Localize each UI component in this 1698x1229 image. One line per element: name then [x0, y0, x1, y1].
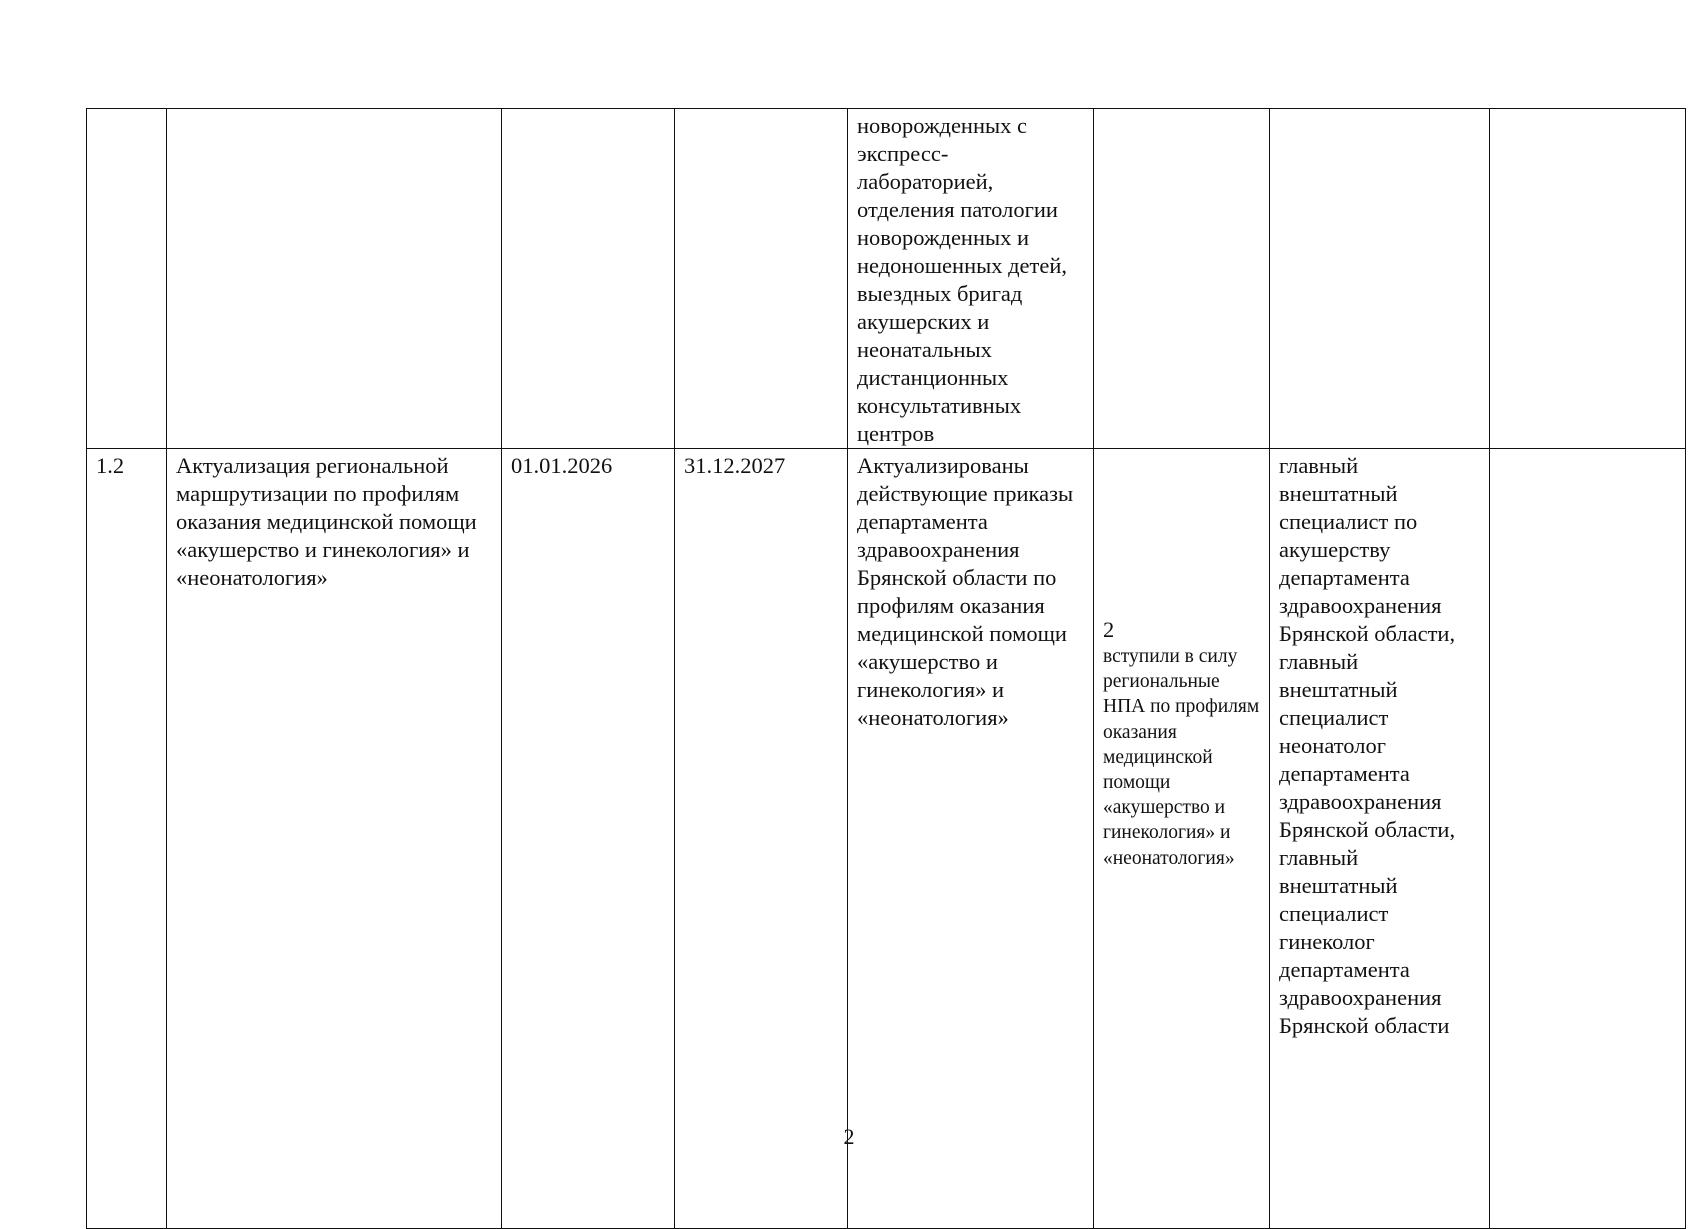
cell-activity — [167, 109, 502, 449]
plan-table — [86, 108, 1686, 1229]
cell-activity: Актуализация региональной маршрутизации по профилям оказания медицинской помощи «акушерство и гинекология» и «неонатология» — [167, 449, 502, 1229]
cell-indicator: 2 вступили в силу региональные НПА по профилям оказания медицинской помощи «акушерство и гинекология» и «неонатология» — [1094, 449, 1270, 1229]
cell-number: 1.2 — [87, 449, 167, 1229]
cell-number — [87, 109, 167, 449]
cell-end-date: 31.12.2027 — [675, 449, 848, 1229]
cell-end-date — [675, 109, 848, 449]
table-row — [87, 449, 1686, 1229]
cell-start-date: 01.01.2026 — [502, 449, 675, 1229]
cell-indicator — [1094, 109, 1270, 449]
cell-responsible — [1270, 109, 1490, 449]
cell-responsible: главный внештатный специалист по акушерству департамента здравоохранения Брянской области, главный внештатный специалист неонатолог департамента здравоохранения Брянской области, главный внештатный специалист гинеколог департамента здравоохранения Брянской области — [1270, 449, 1490, 1229]
cell-note — [1490, 109, 1686, 449]
table-row — [87, 109, 1686, 449]
cell-note — [1490, 449, 1686, 1229]
cell-result: новорожденных с экспресс-лабораторией, отделения патологии новорожденных и недоношенных детей, выездных бригад акушерских и неонатальных дистанционных консультативных центров — [848, 109, 1094, 449]
cell-result: Актуализированы действующие приказы департамента здравоохранения Брянской области по профилям оказания медицинской помощи «акушерство и гинекология» и «неонатология» — [848, 449, 1094, 1229]
page-number: 2 — [843, 1124, 855, 1149]
cell-start-date — [502, 109, 675, 449]
